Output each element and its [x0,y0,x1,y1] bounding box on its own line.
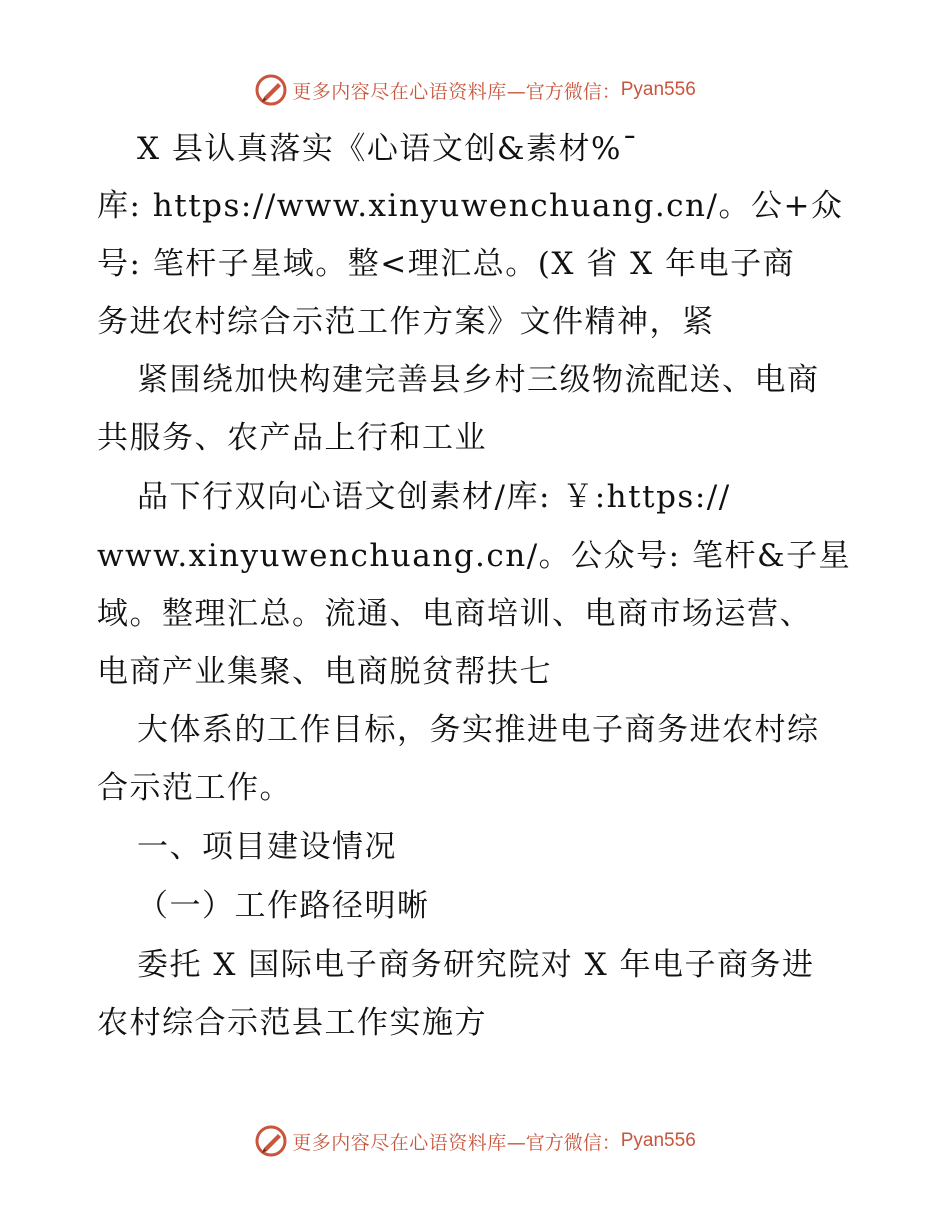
watermark-banner-top [0,70,950,110]
text-line: 域。整理汇总。流通、电商培训、电商市场运营、 [97,596,812,632]
watermark-separator: —官方微信： [506,1131,621,1154]
watermark-text: 更多内容尽在心语资料库 [292,80,507,103]
section-heading: 一、项目建设情况 [137,829,397,865]
text-line: 号: 笔杆子星域。整<理汇总。(X 省 X 年电子商 [97,246,796,282]
text-line: 共服务、农产品上行和工业 [97,420,487,456]
watermark-wechat-id: Pyan556 [620,79,696,100]
text-line: 电商产业集聚、电商脱贫帮扶七 [97,654,552,690]
text-line: 农村综合示范县工作实施方 [97,1005,487,1041]
watermark-text: 更多内容尽在心语资料库 [292,1131,507,1154]
text-line: 合示范工作。 [97,770,292,806]
text-line: X 县认真落实《心语文创&素材%¯ [137,131,639,167]
watermark-separator: —官方微信： [506,80,621,103]
text-line: 紧围绕加快构建完善县乡村三级物流配送、电商 [137,362,820,398]
text-line: 委托 X 国际电子商务研究院对 X 年电子商务进 [137,947,815,983]
text-line: www.xinyuwenchuang.cn/。公众号: 笔杆&子星 [97,538,852,574]
subsection-heading: （一）工作路径明晰 [137,888,430,924]
text-line: 品下行双向心语文创素材/库: ￥:https:// [137,479,731,515]
text-line: 库: https://www.xinyuwenchuang.cn/。公+众 [97,188,844,224]
text-line: 大体系的工作目标，务实推进电子商务进农村综 [137,712,820,748]
watermark-wechat-id: Pyan556 [620,1130,696,1151]
pen-logo-icon [254,1124,288,1158]
watermark-banner-bottom [0,1121,950,1161]
pen-logo-icon [254,73,288,107]
text-line: 务进农村综合示范工作方案》文件精神，紧 [97,304,715,340]
